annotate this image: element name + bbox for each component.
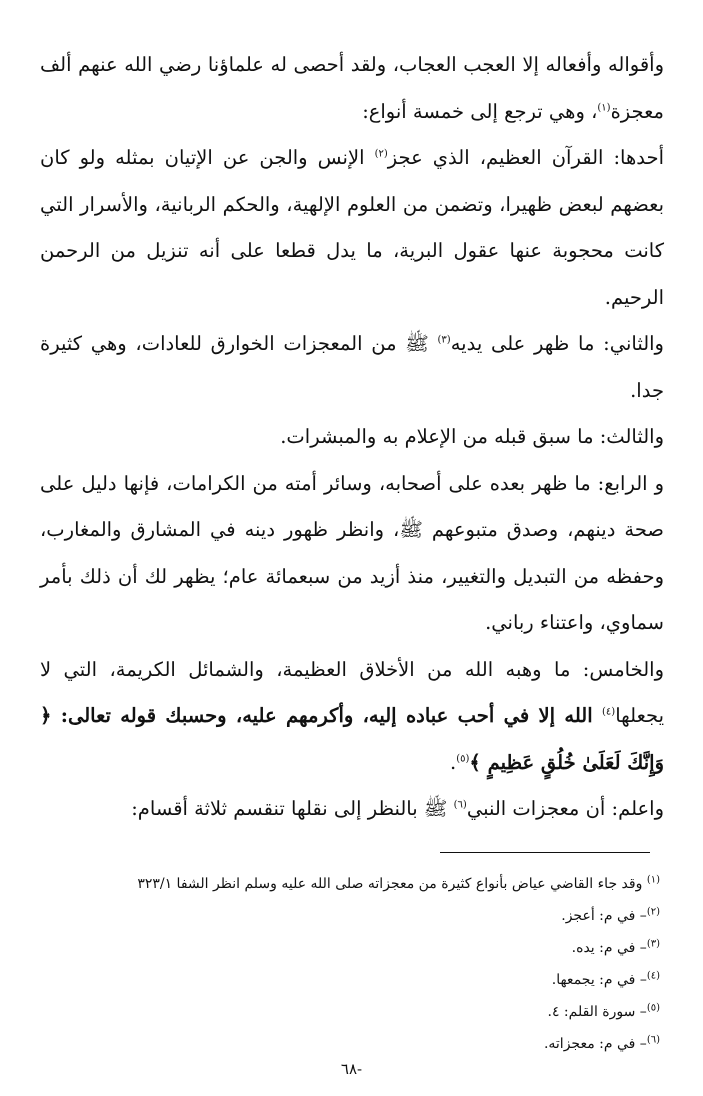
footnote-ref: (١) — [597, 102, 611, 113]
main-text — [40, 42, 664, 833]
footnote-ref: (٥) — [456, 753, 470, 764]
footnote-5 — [60, 996, 660, 1028]
paragraph-intro — [40, 42, 664, 135]
paragraph-conclusion — [40, 786, 664, 833]
paragraph-fifth-type — [40, 647, 664, 787]
text-segment: أحدها: القرآن العظيم، الذي عجز — [387, 146, 664, 169]
footnotes — [60, 868, 660, 1060]
footnote-text: – في م: أعجز. — [561, 908, 647, 924]
footnote-text: وقد جاء القاضي عياض بأنواع كثيرة من معجزاته صلى الله عليه وسلم انظر الشفا ٣٢٣/١ — [137, 876, 643, 892]
paragraph-fourth-type — [40, 461, 664, 647]
footnote-number: (٥) — [646, 1002, 660, 1014]
footnote-4 — [60, 964, 660, 996]
footnote-text: – في م: يجمعها. — [551, 972, 647, 988]
text-segment: والخامس: ما وهبه الله من الأخلاق العظيمة، والشمائل الكريمة، التي لا يجعلها — [40, 657, 664, 727]
footnote-number: (٢) — [646, 906, 660, 918]
text-segment: واعلم: أن معجزات النبي — [466, 797, 664, 820]
footnote-separator — [440, 852, 650, 853]
footnote-number: (٤) — [646, 970, 660, 982]
footnote-ref: (٦) — [453, 799, 467, 811]
text-segment: وأقواله وأفعاله إلا العجب العجاب، ولقد أحصى له علماؤنا رضي الله عنهم ألف معجزة — [40, 53, 664, 123]
footnote-number: (١) — [646, 874, 660, 886]
text-segment: و الرابع: ما ظهر بعده على أصحابه، وسائر أمته من الكرامات، فإنها دليل على صحة دينهم، وصدق متبوعهم ﷺ، وانظر ظهور دينه في المشارق والمغارب، وحفظه من التبديل والتغيير، منذ أزيد من سبعمائة عام؛ يظهر لك أن ذلك بأمر سماوي، واعتناء رباني. — [40, 471, 664, 634]
page-number: -٦٨ — [340, 1060, 363, 1078]
footnote-number: (٣) — [646, 938, 660, 950]
text-segment: والثاني: ما ظهر على يديه — [450, 332, 664, 355]
paragraph-second-type — [40, 321, 664, 414]
text-segment: ﷺ من المعجزات الخوارق للعادات، وهي كثيرة جدا. — [40, 332, 664, 402]
footnote-2 — [60, 900, 660, 932]
footnote-6 — [60, 1028, 660, 1060]
text-segment: . — [450, 750, 457, 774]
footnote-number: (٦) — [646, 1034, 660, 1046]
footnote-text: – في م: معجزاته. — [543, 1036, 647, 1052]
paragraph-third-type — [40, 414, 664, 461]
footnote-text: – في م: يده. — [571, 940, 647, 956]
footnote-1 — [60, 868, 660, 900]
footnote-3 — [60, 932, 660, 964]
footnote-ref: (٢) — [374, 148, 388, 160]
footnote-ref: (٣) — [437, 334, 451, 346]
footnote-ref: (٤) — [602, 706, 616, 718]
quran-verse: الله إلا في أحب عباده إليه، وأكرمهم عليه، وحسبك قوله تعالى: ﴿ وَإِنَّكَ لَعَلَىٰ خُلُقٍ عَظِيمٍ ﴾ — [40, 704, 664, 774]
paragraph-first-type — [40, 135, 664, 321]
text-segment: ﷺ بالنظر إلى نقلها تنقسم ثلاثة أقسام: — [131, 797, 454, 820]
text-segment: والثالث: ما سبق قبله من الإعلام به والمبشرات. — [280, 425, 664, 448]
text-segment: ، وهي ترجع إلى خمسة أنواع: — [362, 99, 598, 123]
footnote-text: – سورة القلم: ٤. — [547, 1004, 647, 1020]
text-segment: الإنس والجن عن الإتيان بمثله ولو كان بعضهم لبعض ظهيرا، وتضمن من العلوم الإلهية، والحكم الربانية، والأسرار التي كانت محجوبة عنها عقول البرية، ما يدل قطعا على أنه تنزيل من الرحمن الرحيم. — [40, 146, 664, 309]
